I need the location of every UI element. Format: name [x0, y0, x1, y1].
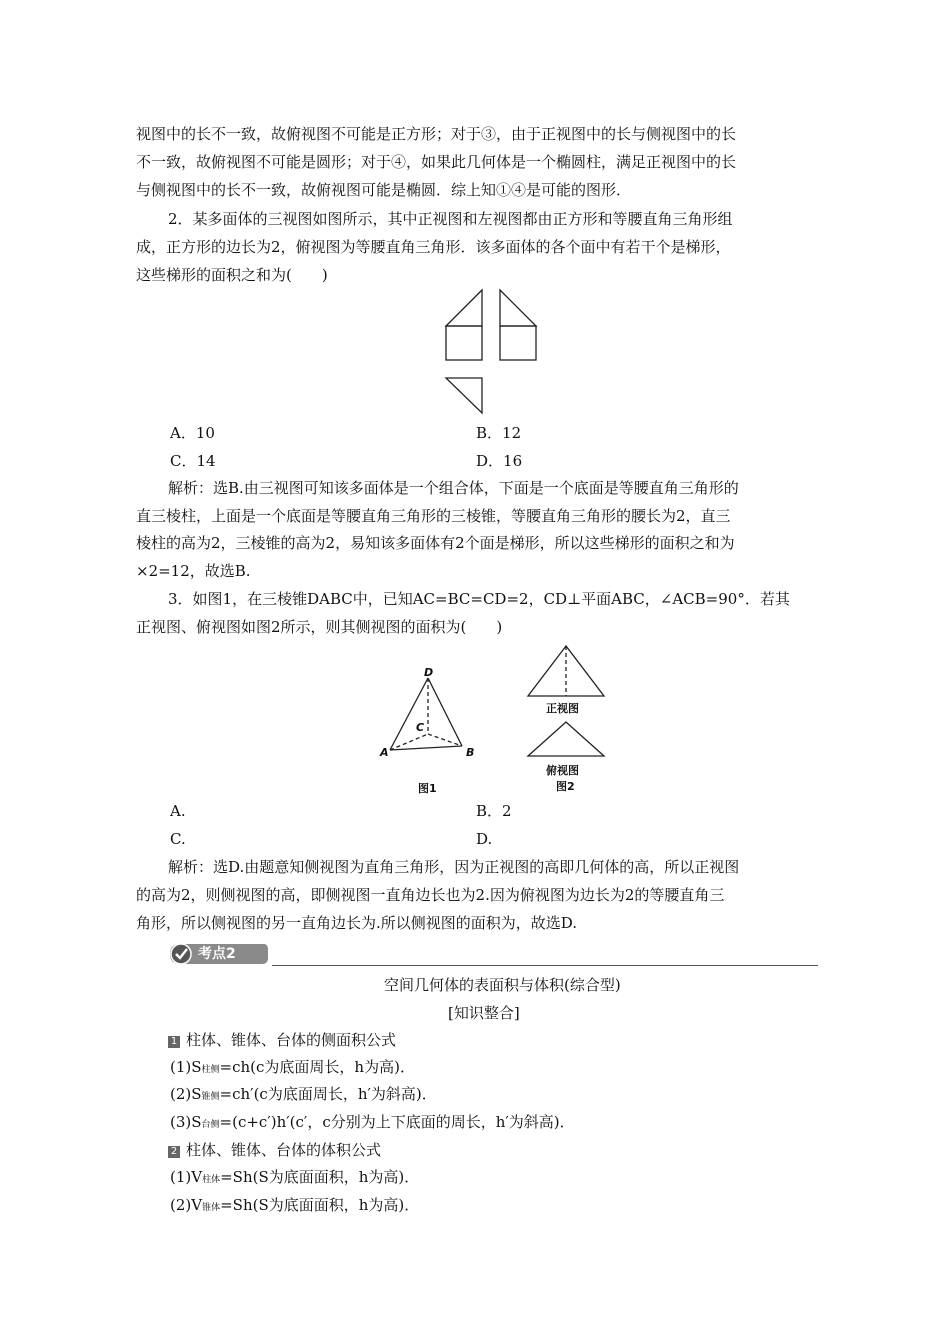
q3-solution-line-1: 解析：选D.由题意知侧视图为直角三角形，因为正视图的高即几何体的高，所以正视图 [168, 858, 740, 876]
q2-solution-line-2: 直三棱柱，上面是一个底面是等腰直角三角形的三棱锥，等腰直角三角形的腰长为2，直三 [136, 507, 731, 525]
q2-three-view-figure [440, 288, 544, 416]
heading-1-number: 1 [168, 1036, 180, 1048]
section-divider [272, 965, 818, 966]
fig1-caption: 图1 [418, 782, 437, 795]
fig2-caption: 图2 [556, 780, 575, 793]
formula-1c-prefix: (3)S [170, 1113, 202, 1131]
formula-1a [170, 1057, 415, 1080]
heading-2 [168, 1140, 381, 1160]
section-subtitle: [知识整合] [448, 1004, 520, 1022]
q3-line-1: 3．如图1，在三棱锥DABC中，已知AC=BC=CD=2，CD⊥平面ABC，∠ACB=90°．若其 [168, 590, 790, 608]
formula-2b [170, 1195, 419, 1218]
formula-1c-sub: 台侧 [201, 1120, 220, 1130]
formula-2b-rest: =Sh(S为底面面积，h为高)． [220, 1196, 420, 1214]
section-title: 空间几何体的表面积与体积(综合型) [384, 976, 621, 994]
point-c-label: C [416, 721, 425, 734]
formula-2a-rest: =Sh(S为底面面积，h为高)． [220, 1168, 420, 1186]
q3-line-2: 正视图、俯视图如图2所示，则其侧视图的面积为( ) [136, 618, 503, 636]
heading-2-text: 柱体、锥体、台体的体积公式 [186, 1141, 382, 1159]
para1-line-2: 不一致，故俯视图不可能是圆形；对于④，如果此几何体是一个椭圆柱，满足正视图中的长 [136, 153, 737, 171]
q3-figure-1 [376, 664, 486, 794]
q2-solution-line-4: ×2=12，故选B. [136, 562, 251, 580]
top-view-label: 俯视图 [546, 764, 579, 777]
q2-line-1: 2．某多面体的三视图如图所示，其中正视图和左视图都由正方形和等腰直角三角形组 [168, 210, 733, 228]
formula-2b-sub: 锥体 [202, 1203, 221, 1213]
section-badge [168, 942, 270, 966]
formula-1a-prefix: (1)S [170, 1058, 202, 1076]
q3-figure-2 [522, 642, 612, 793]
q3-solution-line-3: 角形，所以侧视图的另一直角边长为.所以侧视图的面积为，故选D. [136, 914, 578, 932]
point-d-label: D [424, 666, 434, 679]
q2-option-b: B．12 [476, 424, 522, 442]
point-b-label: B [466, 746, 475, 759]
q3-solution-line-2: 的高为2，则侧视图的高，即侧视图一直角边长也为2.因为俯视图为边长为2的等腰直角三 [136, 886, 725, 904]
front-view-label: 正视图 [546, 702, 579, 715]
formula-1a-rest: =ch(c为底面周长，h为高)． [219, 1058, 415, 1076]
para1-line-1: 视图中的长不一致，故俯视图不可能是正方形；对于③，由于正视图中的长与侧视图中的长 [136, 125, 737, 143]
q2-line-3: 这些梯形的面积之和为( ) [136, 266, 328, 284]
formula-2b-prefix: (2)V [170, 1196, 203, 1214]
q2-solution-line-1: 解析：选B.由三视图可知该多面体是一个组合体，下面是一个底面是等腰直角三角形的 [168, 479, 739, 497]
formula-1b-prefix: (2)S [170, 1085, 202, 1103]
formula-1a-sub: 柱侧 [201, 1065, 220, 1075]
q2-solution-line-3: 棱柱的高为2，三棱锥的高为2，易知该多面体有2个面是梯形，所以这些梯形的面积之和为 [136, 534, 735, 552]
formula-2a [170, 1167, 419, 1190]
formula-1b-sub: 锥侧 [201, 1092, 220, 1102]
badge-label: 考点2 [198, 946, 236, 962]
heading-1 [168, 1030, 396, 1050]
q3-option-d: D. [476, 830, 493, 848]
point-a-label: A [380, 746, 389, 759]
heading-1-text: 柱体、锥体、台体的侧面积公式 [186, 1031, 397, 1049]
formula-1b [170, 1084, 437, 1107]
q2-option-c: C．14 [170, 452, 216, 470]
q3-option-a: A. [170, 802, 186, 820]
q2-option-d: D．16 [476, 452, 523, 470]
para1-line-3: 与侧视图中的长不一致，故俯视图可能是椭圆．综上知①④是可能的图形． [136, 181, 632, 199]
q2-line-2: 成，正方形的边长为2，俯视图为等腰直角三角形．该多面体的各个面中有若干个是梯形， [136, 238, 731, 256]
formula-2a-sub: 柱体 [202, 1175, 221, 1185]
q3-option-c: C. [170, 830, 186, 848]
formula-1c [170, 1112, 575, 1135]
formula-2a-prefix: (1)V [170, 1168, 203, 1186]
formula-1b-rest: =ch′(c为底面周长，h′为斜高)． [219, 1085, 437, 1103]
q3-option-b: B．2 [476, 802, 512, 820]
heading-2-number: 2 [168, 1146, 180, 1158]
q2-option-a: A．10 [170, 424, 215, 442]
formula-1c-rest: =(c+c′)h′(c′，c分别为上下底面的周长，h′为斜高)． [219, 1113, 575, 1131]
